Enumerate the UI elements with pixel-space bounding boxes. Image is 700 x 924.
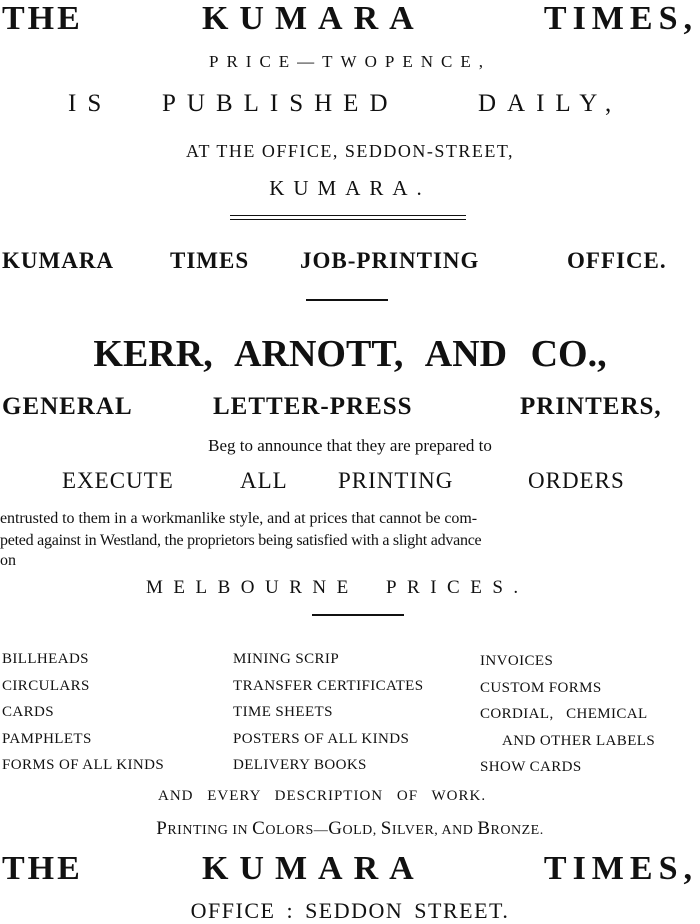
colors-initial: B xyxy=(477,818,491,839)
job-office-word-3: JOB-PRINTING xyxy=(300,248,480,273)
service-item: SHOW CARDS xyxy=(480,759,582,775)
footer-masthead xyxy=(0,850,700,888)
footer-office: OFFICE : SEDDON STREET. xyxy=(190,898,510,923)
services-col-1 xyxy=(2,646,164,779)
colors-text: ILVER, AND xyxy=(391,823,478,838)
footer-masthead-word-1: THE xyxy=(2,850,83,887)
body-line-1: entrusted to them in a workmanlike style, and at prices that cannot be com- xyxy=(0,510,477,527)
service-item: CARDS xyxy=(2,704,55,720)
colors-initial: S xyxy=(380,818,392,839)
printing-colors-line xyxy=(0,818,700,840)
short-rule-1 xyxy=(306,299,388,301)
every-description: AND EVERY DESCRIPTION OF WORK. xyxy=(158,788,487,804)
town: KUMARA. xyxy=(269,176,431,200)
masthead-word-1: THE xyxy=(2,0,83,37)
footer-masthead-word-2: KUMARA xyxy=(201,850,425,887)
colors-text: RINTING IN xyxy=(167,823,253,838)
trade-word-3: PRINTERS, xyxy=(520,393,662,420)
double-rule-bottom xyxy=(230,219,466,220)
office-address: AT THE OFFICE, SEDDON-STREET, xyxy=(185,141,514,161)
colors-initial: C xyxy=(252,818,266,839)
masthead-word-2: KUMARA xyxy=(201,0,425,37)
execute-word-3: PRINTING xyxy=(338,468,454,493)
execute-word-4: ORDERS xyxy=(528,468,625,493)
masthead-word-3: TIMES, xyxy=(543,0,698,37)
firm-name: KERR, ARNOTT, AND CO., xyxy=(93,333,607,375)
service-item: INVOICES xyxy=(480,653,554,669)
execute-word-1: EXECUTE xyxy=(62,468,174,493)
body-line-3: on xyxy=(0,552,16,569)
colors-initial: G xyxy=(328,818,343,839)
service-item: FORMS OF ALL KINDS xyxy=(2,757,165,773)
service-item: CIRCULARS xyxy=(2,677,90,694)
execute-word-2: ALL xyxy=(240,468,288,493)
colors-text: RONZE. xyxy=(490,823,544,838)
published-word-1: IS xyxy=(68,90,113,117)
job-office-word-2: TIMES xyxy=(170,248,250,273)
service-item: CORDIAL, CHEMICAL xyxy=(480,706,648,722)
service-item: DELIVERY BOOKS xyxy=(233,757,367,773)
body-line-2: peted against in Westland, the proprietors being satisfied with a slight advance xyxy=(0,532,482,549)
colors-text: OLORS— xyxy=(265,823,329,838)
services-col-2 xyxy=(233,646,423,779)
service-item: BILLHEADS xyxy=(2,651,89,667)
trade-word-1: GENERAL xyxy=(2,393,133,420)
service-item: POSTERS OF ALL KINDS xyxy=(233,730,410,747)
service-item: MINING SCRIP xyxy=(233,651,340,667)
trade-word-2: LETTER-PRESS xyxy=(213,393,413,420)
service-item: TRANSFER CERTIFICATES xyxy=(233,677,424,694)
masthead xyxy=(0,0,700,38)
footer-masthead-word-3: TIMES, xyxy=(543,850,698,887)
short-rule-2 xyxy=(312,614,404,616)
services-col-3 xyxy=(480,648,655,781)
service-item: AND OTHER LABELS xyxy=(502,732,656,749)
service-item: PAMPHLETS xyxy=(2,730,92,747)
job-office-word-4: OFFICE. xyxy=(567,248,667,273)
melbourne-prices: MELBOURNE PRICES. xyxy=(146,577,529,598)
colors-initial: P xyxy=(156,818,168,839)
announce-line: Beg to announce that they are prepared to xyxy=(208,436,492,455)
colors-text: OLD, xyxy=(342,823,381,838)
service-item: TIME SHEETS xyxy=(233,704,333,720)
published-word-2: PUBLISHED xyxy=(162,90,399,117)
job-office-word-1: KUMARA xyxy=(2,248,115,273)
published-word-3: DAILY, xyxy=(478,90,623,117)
price-line: PRICE—TWOPENCE, xyxy=(209,52,491,71)
double-rule-top xyxy=(230,215,466,216)
service-item: CUSTOM FORMS xyxy=(480,679,602,696)
